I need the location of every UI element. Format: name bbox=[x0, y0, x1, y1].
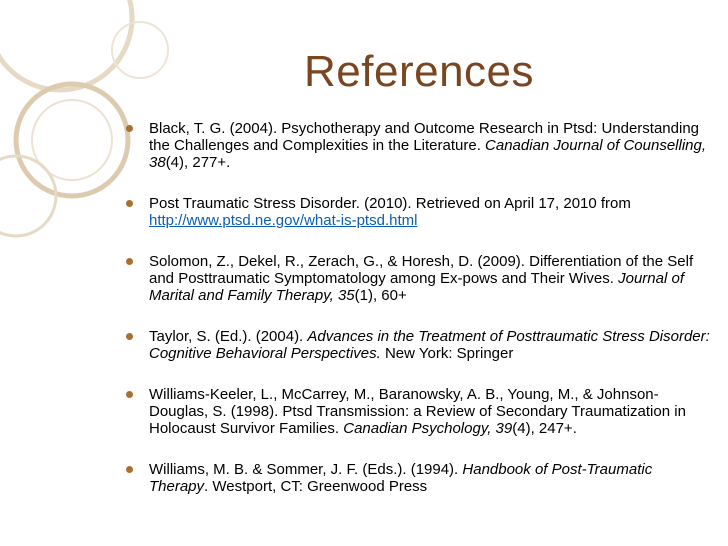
bullet-icon bbox=[126, 200, 133, 207]
bullet-icon bbox=[126, 125, 133, 132]
reference-item bbox=[125, 328, 710, 362]
reference-item bbox=[125, 253, 710, 304]
reference-italic: Canadian Journal of Counselling, 38 bbox=[149, 137, 707, 171]
bullet-icon bbox=[126, 391, 133, 398]
reference-link[interactable]: http://www.ptsd.ne.gov/what-is-ptsd.html bbox=[149, 212, 418, 229]
reference-list bbox=[125, 120, 710, 495]
slide-title: References bbox=[304, 47, 535, 96]
reference-italic: Advances in the Treatment of Posttraumatic Stress Disorder: Cognitive Behavioral Perspectives. bbox=[149, 328, 710, 362]
reference-item bbox=[125, 461, 710, 495]
reference-text-end: (1), 60+ bbox=[354, 287, 407, 304]
reference-text-end: New York: Springer bbox=[380, 345, 514, 362]
reference-italic: Handbook of Post-Traumatic Therapy bbox=[149, 461, 653, 495]
reference-item bbox=[125, 386, 710, 437]
reference-text-end: (4), 247+. bbox=[512, 420, 577, 437]
reference-item bbox=[125, 120, 710, 171]
bullet-icon bbox=[126, 466, 133, 473]
reference-text: Taylor, S. (Ed.). (2004). bbox=[149, 328, 308, 345]
bullet-icon bbox=[126, 258, 133, 265]
reference-italic: Canadian Psychology, 39 bbox=[343, 420, 513, 437]
reference-text: Williams, M. B. & Sommer, J. F. (Eds.). (1994). bbox=[149, 461, 463, 478]
reference-italic: Journal of Marital and Family Therapy, 35 bbox=[149, 270, 684, 304]
reference-text: Post Traumatic Stress Disorder. (2010). Retrieved on April 17, 2010 from bbox=[149, 195, 631, 212]
bullet-icon bbox=[126, 333, 133, 340]
reference-text: Williams-Keeler, L., McCarrey, M., Baranowsky, A. B., Young, M., & Johnson-Douglas, S. (1998). Ptsd Transmission: a Review of Secondary Traumatization in Holocaust Survivor Families. bbox=[149, 386, 686, 437]
reference-item bbox=[125, 195, 710, 229]
reference-text: Black, T. G. (2004). Psychotherapy and Outcome Research in Ptsd: Understanding the Challenges and Complexities in the Literature. bbox=[149, 120, 700, 154]
reference-text-end: . Westport, CT: Greenwood Press bbox=[204, 478, 428, 495]
reference-text-end: (4), 277+. bbox=[165, 154, 231, 171]
reference-text: Solomon, Z., Dekel, R., Zerach, G., & Horesh, D. (2009). Differentiation of the Self and Posttraumatic Symptomatology among Ex-pows and Their Wives. bbox=[149, 253, 694, 287]
